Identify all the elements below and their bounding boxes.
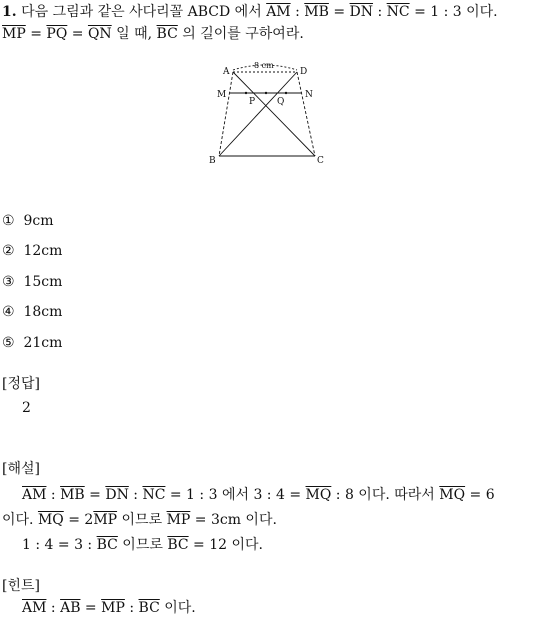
segment-dc — [297, 72, 315, 156]
label-c: C — [317, 156, 324, 166]
solution-line-3 — [22, 535, 263, 555]
seg-bc: $\overline{BC}$ — [96, 537, 118, 553]
solution-text: = 12 이다. — [188, 537, 264, 553]
solution-text: 이므로 — [117, 537, 168, 553]
choice-text: 21cm — [23, 335, 63, 351]
choice-mark: ② — [2, 243, 15, 259]
seg-mb: $\overline{MB}$ — [304, 4, 329, 20]
choice-mark: ④ — [2, 304, 15, 320]
solution-line-1: $\overline{AM}$ : $\overline{MB} = \overline{DN}$ : $\overline{NC} = 1$ : 3 에서 3 : $4 = \overline{MQ}$ : 8 이다. 따라서 $\overline{MQ} = 6$ — [22, 487, 495, 503]
choice-mark: ③ — [2, 274, 15, 290]
solution-text: : 8 이다. 따라서 — [331, 487, 440, 503]
solution-text: = 6 — [465, 487, 495, 503]
solution-text: 에서 3 : 4 = — [217, 487, 306, 503]
label-n: N — [305, 90, 313, 100]
seg-nc: $\overline{NC}$ — [142, 487, 166, 503]
choice-text: 9cm — [23, 213, 54, 229]
seg-am: $\overline{AM}$ — [22, 600, 47, 616]
seg-mp: $\overline{MP}$ — [2, 26, 26, 42]
hint-text: 이다. — [159, 600, 196, 616]
solution-text: 이다. — [2, 512, 38, 528]
label-q: Q — [277, 97, 285, 107]
seg-mp: $\overline{MP}$ — [93, 512, 118, 528]
trapezoid-figure — [205, 60, 335, 170]
seg-bc: $\overline{BC}$ — [156, 26, 178, 42]
choice-4[interactable] — [2, 302, 62, 322]
seg-bc: $\overline{BC}$ — [138, 600, 160, 616]
seg-mp: $\overline{MP}$ — [166, 512, 191, 528]
seg-qn: $\overline{QN}$ — [87, 26, 112, 42]
when-text: 일 때, — [111, 26, 157, 42]
answer-value: 2 — [22, 400, 31, 416]
point-mark — [285, 92, 287, 94]
ratio-text: = 1 : 3 이다. — [414, 4, 498, 20]
ask-text: 의 길이를 구하여라. — [177, 26, 304, 42]
seg-mp: $\overline{MP}$ — [101, 600, 125, 616]
label-m: M — [217, 90, 227, 100]
problem-number: 1. — [2, 4, 17, 20]
solution-label: [해설] — [2, 461, 40, 477]
seg-dn: $\overline{DN}$ — [105, 487, 129, 503]
seg-ab: $\overline{AB}$ — [60, 600, 81, 616]
seg-bc: $\overline{BC}$ — [167, 537, 189, 553]
point-mark — [265, 92, 267, 94]
hint-line: $\overline{AM}$ : $\overline{AB} = \overline{MP}$ : $\overline{BC}$ 이다. — [22, 600, 196, 616]
choice-mark: ① — [2, 213, 15, 229]
choice-text: 18cm — [23, 304, 63, 320]
label-p: P — [249, 97, 256, 107]
solution-text: 이므로 — [117, 512, 167, 528]
choice-mark: ⑤ — [2, 335, 15, 351]
solution-text: 1 : 4 = 3 : — [22, 537, 97, 553]
choice-2[interactable] — [2, 241, 62, 261]
seg-dn: $\overline{DN}$ — [349, 4, 374, 20]
length-label: 8 cm — [254, 61, 274, 70]
seg-am: $\overline{AM}$ — [22, 487, 47, 503]
seg-am: $\overline{AM}$ — [266, 4, 291, 20]
label-b: B — [209, 156, 216, 166]
problem-line-1: 1. 다음 그림과 같은 사다리꼴 ABCD 에서 $\overline{AM}$ : $\overline{MB} = \overline{DN}$ : $\overline{NC} = 1$ : 3 이다. — [2, 4, 498, 20]
seg-pq: $\overline{PQ}$ — [46, 26, 68, 42]
choice-3[interactable] — [2, 272, 62, 292]
answer-label: [정답] — [2, 376, 40, 392]
solution-line-2 — [2, 510, 277, 530]
choice-text: 12cm — [23, 243, 63, 259]
point-mark — [245, 92, 247, 94]
choice-5[interactable] — [2, 333, 62, 353]
label-a: A — [223, 67, 230, 77]
label-d: D — [300, 67, 308, 77]
seg-mq: $\overline{MQ}$ — [305, 487, 332, 503]
hint-label: [힌트] — [2, 578, 40, 594]
seg-mq: $\overline{MQ}$ — [439, 487, 466, 503]
choice-1[interactable] — [2, 211, 54, 231]
seg-mq: $\overline{MQ}$ — [37, 512, 64, 528]
solution-text: = 2 — [63, 512, 94, 528]
problem-line-2: $\overline{MP} = \overline{PQ} = \overline{QN}$ 일 때, $\overline{BC}$ 의 길이를 구하여라. — [2, 26, 304, 42]
choice-text: 15cm — [23, 274, 63, 290]
problem-text: 다음 그림과 같은 사다리꼴 ABCD 에서 — [21, 4, 267, 20]
solution-text: = 3cm 이다. — [190, 512, 277, 528]
seg-mb: $\overline{MB}$ — [60, 487, 85, 503]
seg-nc: $\overline{NC}$ — [386, 4, 410, 20]
diagonal-ac — [233, 72, 315, 156]
